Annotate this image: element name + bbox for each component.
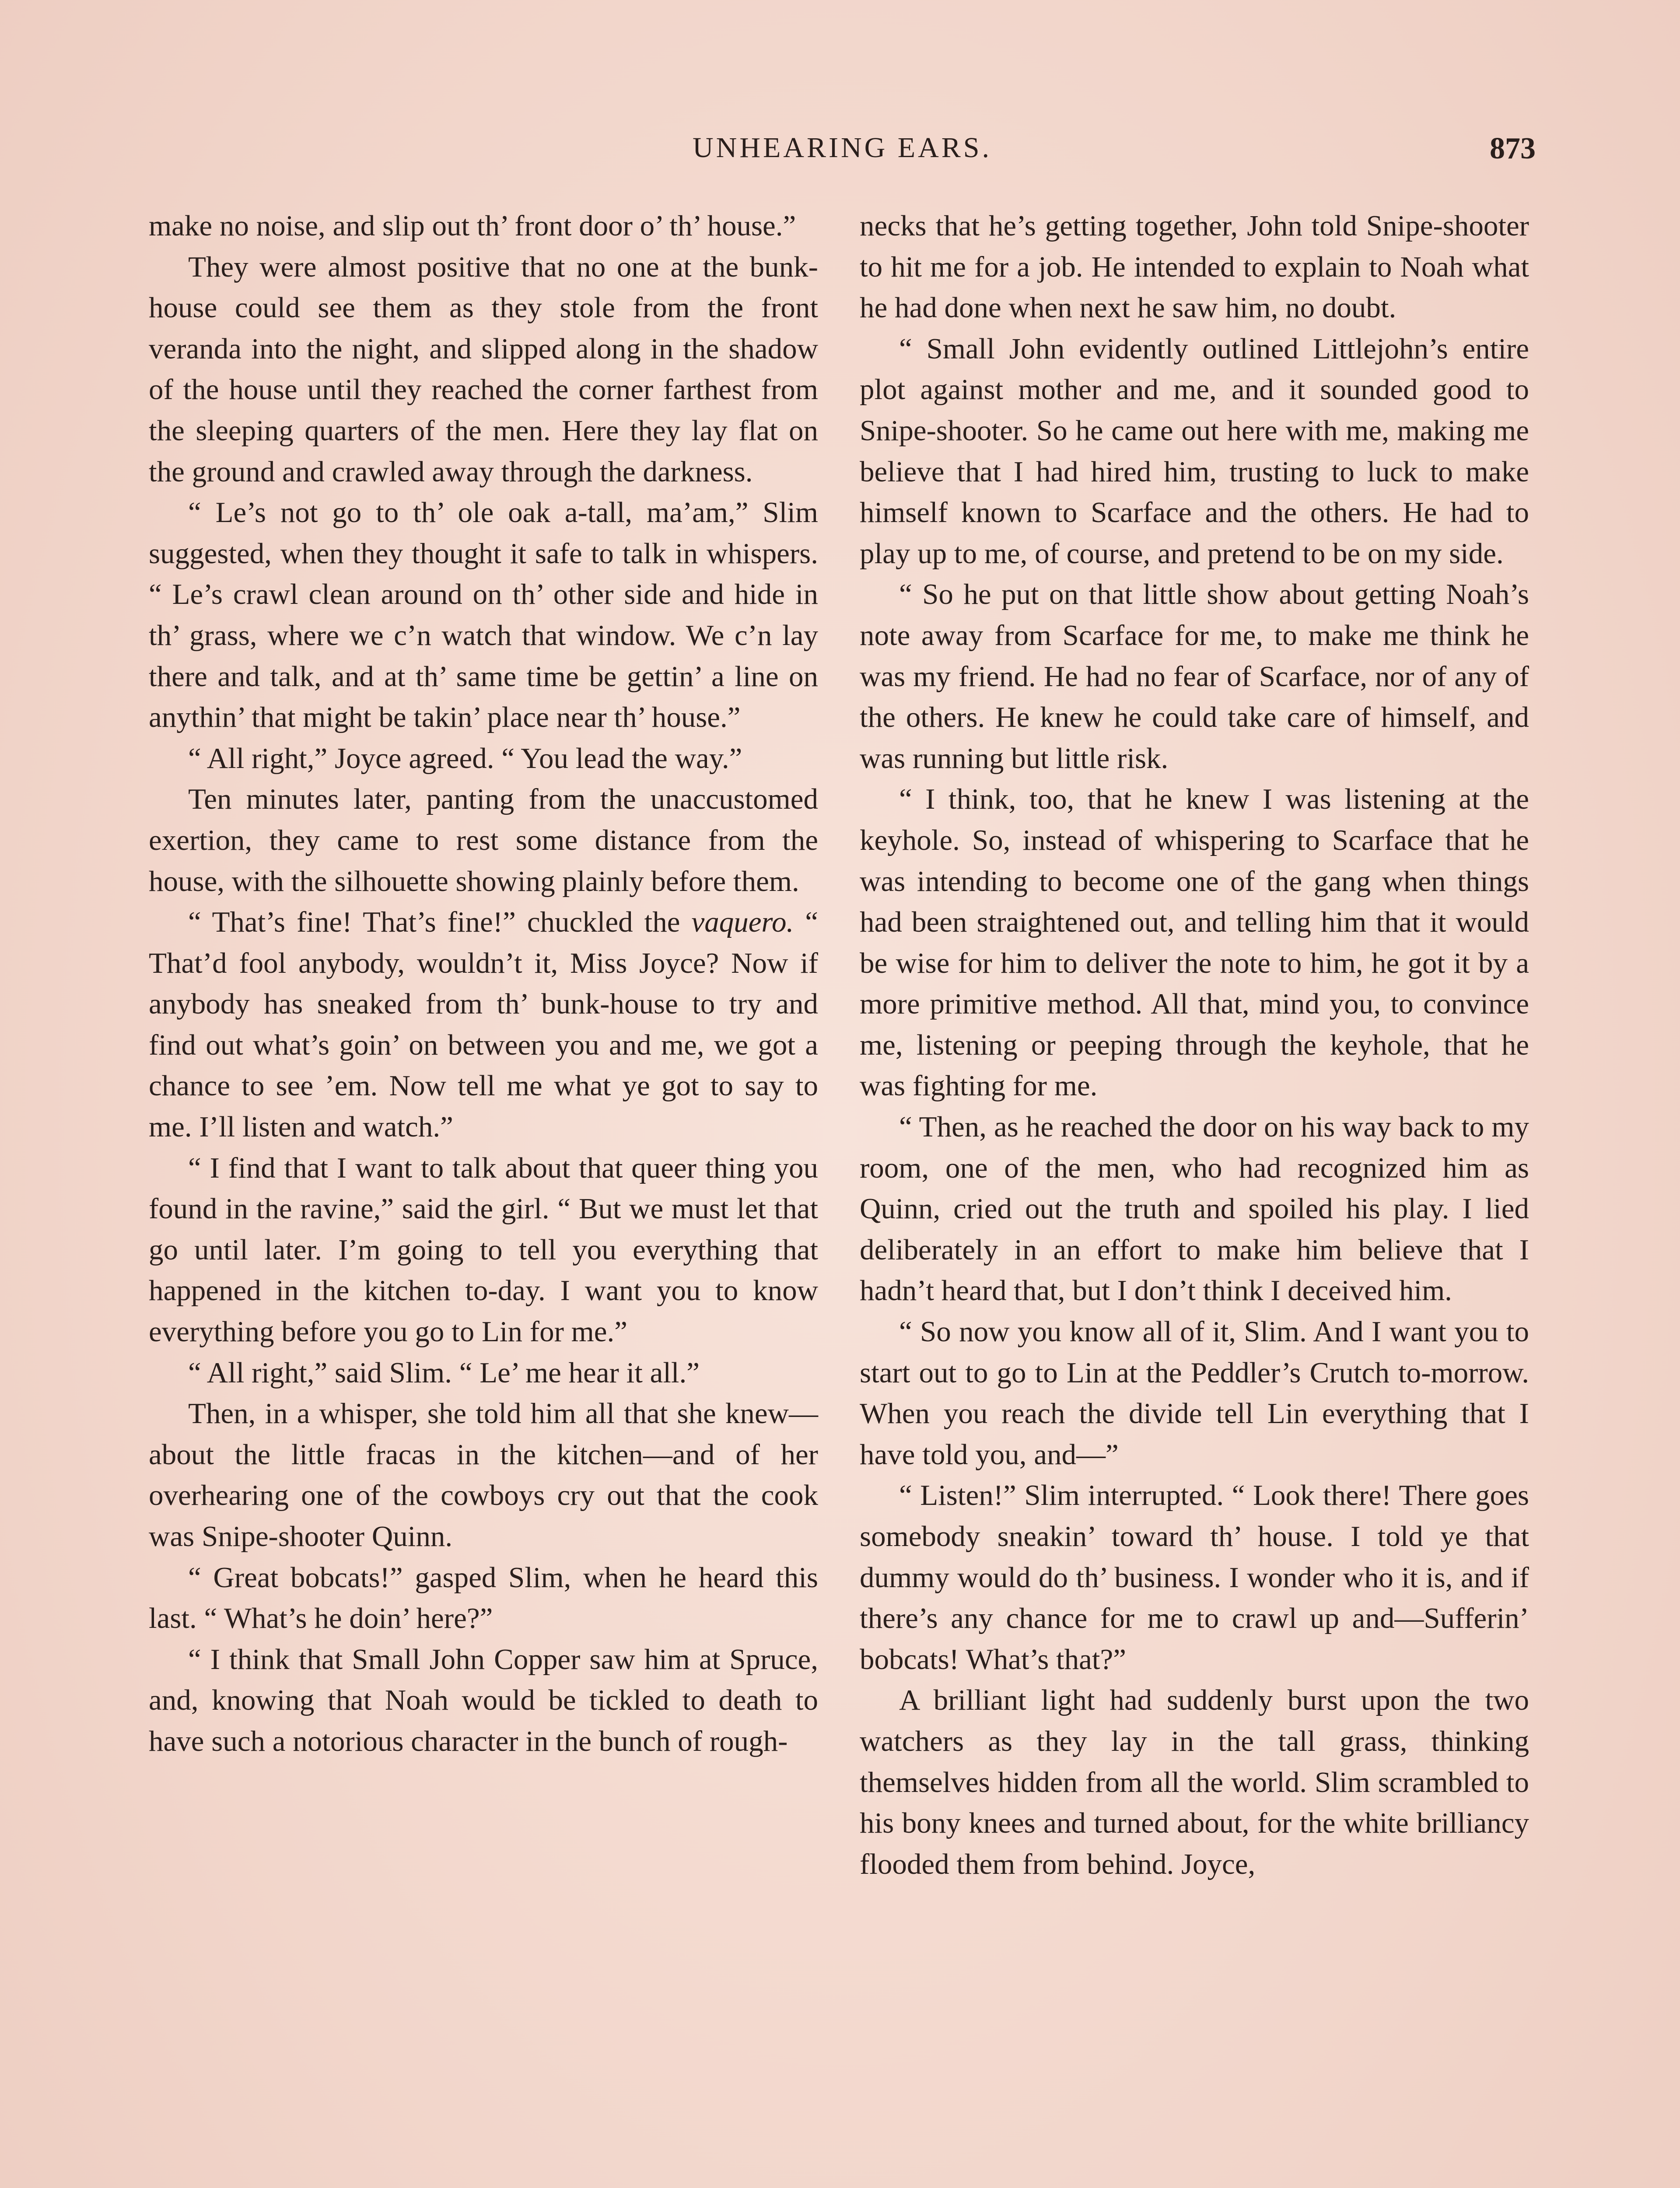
paragraph: “ So now you know all of it, Slim. And I want you to start out to go to Lin at the Peddler’s Crutch to-morrow. When you reach the divide tell Lin everything that I have told you, and—” (860, 1315, 1529, 1471)
paragraph: “ I think that Small John Copper saw him at Spruce, and, knowing that Noah would be tickled to death to have such a notorious character in the bunch of rough- (149, 1643, 818, 1757)
paragraph: “ Listen!” Slim interrupted. “ Look there! There goes somebody sneakin’ toward th’ house. I told ye that dummy would do th’ business. I wonder who it is, and if there’s any chance for me to crawl up and—Sufferin’ bobcats! What’s that?” (860, 1479, 1529, 1676)
text-span: “ That’d fool anybody, wouldn’t it, Miss Joyce? Now if anybody has sneaked from th’ bunk-house to try and find out what’s goin’ on between you and me, we got a chance to see ’em. Now tell me what ye got to say to me. I’ll listen and watch.” (149, 906, 819, 1143)
paragraph: “ Small John evidently outlined Littlejohn’s entire plot against mother and me, and it sounded good to Snipe-shooter. So he came out here with me, making me believe that I had hired him, trusting to luck to make himself known to Scarface and the others. He had to play up to me, of course, and pretend to be on my side. (860, 332, 1529, 570)
paragraph: “ Great bobcats!” gasped Slim, when he heard this last. “ What’s he doin’ here?” (149, 1561, 818, 1635)
paragraph: Then, in a whisper, she told him all that she knew—about the little fracas in the kitchen—and of her overhearing one of the cowboys cry out that the cook was Snipe-shooter Quinn. (149, 1397, 818, 1553)
paragraph: They were almost positive that no one at the bunk-house could see them as they stole from the front veranda into the night, and slipped along in the shadow of the house until they reached the corner farthest from the sleeping quarters of the men. Here they lay flat on the ground and crawled away through the darkness. (149, 250, 818, 488)
paragraph: “ I think, too, that he knew I was listening at the keyhole. So, instead of whispering to Scarface that he was intending to become one of the gang when things had been straightened out, and telling him that it would be wise for him to deliver the note to him, he got it by a more primitive method. All that, mind you, to convince me, listening or peeping through the keyhole, that he was fighting for me. (860, 783, 1529, 1102)
left-column (149, 206, 818, 1762)
paragraph: A brilliant light had suddenly burst upon the two watchers as they lay in the tall grass, thinking themselves hidden from all the world. Slim scrambled to his bony knees and turned about, for the white brilliancy flooded them from behind. Joyce, (860, 1684, 1529, 1880)
paragraph: “ All right,” Joyce agreed. “ You lead the way.” (188, 742, 742, 775)
paragraph: “ Then, as he reached the door on his way back to my room, one of the men, who had recognized him as Quinn, cried out the truth and spoiled his play. I lied deliberately in an effort to make him believe that I hadn’t heard that, but I don’t think I deceived him. (860, 1111, 1529, 1307)
paragraph: “ Le’s not go to th’ ole oak a-tall, ma’am,” Slim suggested, when they thought it safe to talk in whispers. “ Le’s crawl clean around on th’ other side and hide in th’ grass, where we c’n watch that window. We c’n lay there and talk, and at th’ same time be gettin’ a line on anythin’ that might be takin’ place near th’ house.” (149, 496, 818, 734)
paragraph: “ I find that I want to talk about that queer thing you found in the ravine,” said the girl. “ But we must let that go until later. I’m going to tell you everything that happened in the kitchen to-day. I want you to know everything before you go to Lin for me.” (149, 1151, 818, 1348)
paragraph: “ So he put on that little show about getting Noah’s note away from Scarface for me, to make me think he was my friend. He had no fear of Scarface, nor of any of the others. He knew he could take care of himself, and was running but little risk. (860, 578, 1529, 775)
paragraph: “ All right,” said Slim. “ Le’ me hear it all.” (188, 1356, 700, 1389)
page-number: 873 (1490, 132, 1536, 165)
paragraph: necks that he’s getting together, John told Snipe-shooter to hit me for a job. He intended to explain to Noah what he had done when next he saw him, no doubt. (860, 210, 1529, 324)
running-title: UNHEARING EARS. (693, 132, 992, 164)
paragraph: Ten minutes later, panting from the unaccustomed exertion, they came to rest some distance from the house, with the silhouette showing plainly before them. (149, 783, 818, 898)
italic-word: vaquero. (691, 906, 794, 939)
paragraph (149, 902, 818, 1148)
paragraph: make no noise, and slip out th’ front door o’ th’ house.” (149, 210, 796, 242)
text-span: “ That’s fine! That’s fine!” chuckled the (188, 906, 680, 939)
page-header (149, 131, 1536, 184)
right-column (860, 206, 1529, 1885)
